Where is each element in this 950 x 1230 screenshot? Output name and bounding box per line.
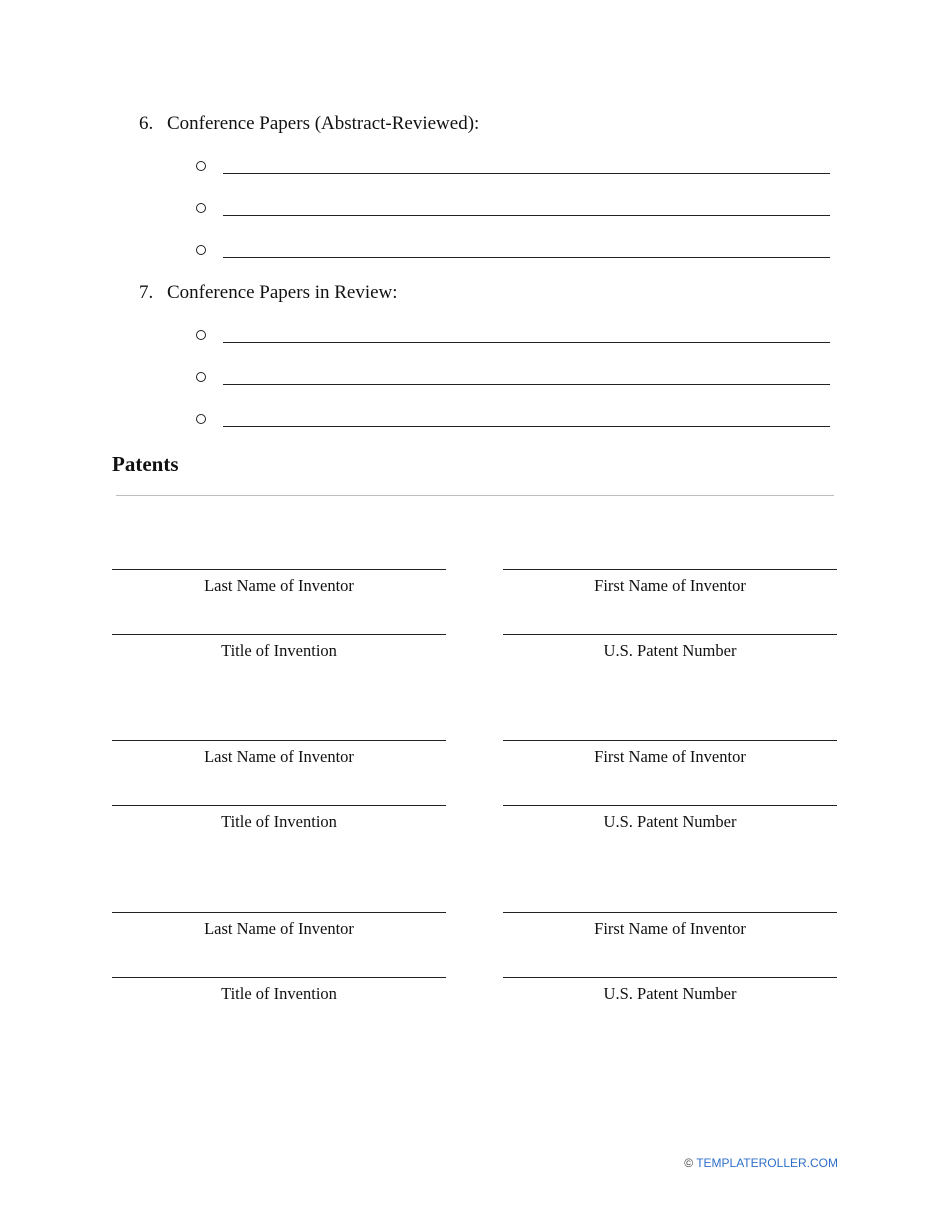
templateroller-link[interactable]: TEMPLATEROLLER.COM bbox=[696, 1156, 838, 1170]
list-label: Conference Papers in Review: bbox=[167, 282, 398, 303]
patent-number-field[interactable] bbox=[503, 634, 837, 661]
blank-line bbox=[223, 173, 830, 174]
blank-line bbox=[223, 426, 830, 427]
blank-entry-line[interactable] bbox=[196, 329, 830, 351]
circle-bullet-icon bbox=[196, 330, 206, 340]
patent-number-field[interactable] bbox=[503, 977, 837, 1004]
blank-entry-line[interactable] bbox=[196, 160, 830, 182]
copyright-symbol: © bbox=[684, 1156, 694, 1170]
field-label: Last Name of Inventor bbox=[204, 747, 354, 766]
title-of-invention-field[interactable] bbox=[112, 634, 446, 661]
field-label: U.S. Patent Number bbox=[603, 812, 737, 831]
blank-entry-line[interactable] bbox=[196, 371, 830, 393]
circle-bullet-icon bbox=[196, 372, 206, 382]
blank-entry-line[interactable] bbox=[196, 413, 830, 435]
field-label: Title of Invention bbox=[221, 641, 337, 660]
field-label: Last Name of Inventor bbox=[204, 919, 354, 938]
footer-credit bbox=[684, 1156, 838, 1170]
title-of-invention-field[interactable] bbox=[112, 977, 446, 1004]
patent-number-field[interactable] bbox=[503, 805, 837, 832]
circle-bullet-icon bbox=[196, 245, 206, 255]
circle-bullet-icon bbox=[196, 414, 206, 424]
field-label: Title of Invention bbox=[221, 812, 337, 831]
first-name-field[interactable] bbox=[503, 569, 837, 596]
field-label: First Name of Inventor bbox=[594, 747, 746, 766]
first-name-field[interactable] bbox=[503, 740, 837, 767]
first-name-field[interactable] bbox=[503, 912, 837, 939]
title-of-invention-field[interactable] bbox=[112, 805, 446, 832]
field-label: U.S. Patent Number bbox=[603, 641, 737, 660]
blank-entry-line[interactable] bbox=[196, 202, 830, 224]
field-label: First Name of Inventor bbox=[594, 576, 746, 595]
last-name-field[interactable] bbox=[112, 912, 446, 939]
list-number: 6. bbox=[139, 113, 154, 134]
blank-entry-line[interactable] bbox=[196, 244, 830, 266]
list-item-6 bbox=[139, 113, 479, 135]
field-label: Title of Invention bbox=[221, 984, 337, 1003]
field-label: U.S. Patent Number bbox=[603, 984, 737, 1003]
field-label: First Name of Inventor bbox=[594, 919, 746, 938]
circle-bullet-icon bbox=[196, 161, 206, 171]
blank-line bbox=[223, 215, 830, 216]
blank-line bbox=[223, 257, 830, 258]
list-item-7 bbox=[139, 282, 398, 304]
circle-bullet-icon bbox=[196, 203, 206, 213]
blank-line bbox=[223, 384, 830, 385]
last-name-field[interactable] bbox=[112, 569, 446, 596]
list-number: 7. bbox=[139, 282, 154, 303]
field-label: Last Name of Inventor bbox=[204, 576, 354, 595]
blank-line bbox=[223, 342, 830, 343]
section-divider bbox=[116, 495, 834, 496]
list-label: Conference Papers (Abstract-Reviewed): bbox=[167, 113, 480, 134]
section-heading-patents: Patents bbox=[112, 452, 179, 476]
last-name-field[interactable] bbox=[112, 740, 446, 767]
